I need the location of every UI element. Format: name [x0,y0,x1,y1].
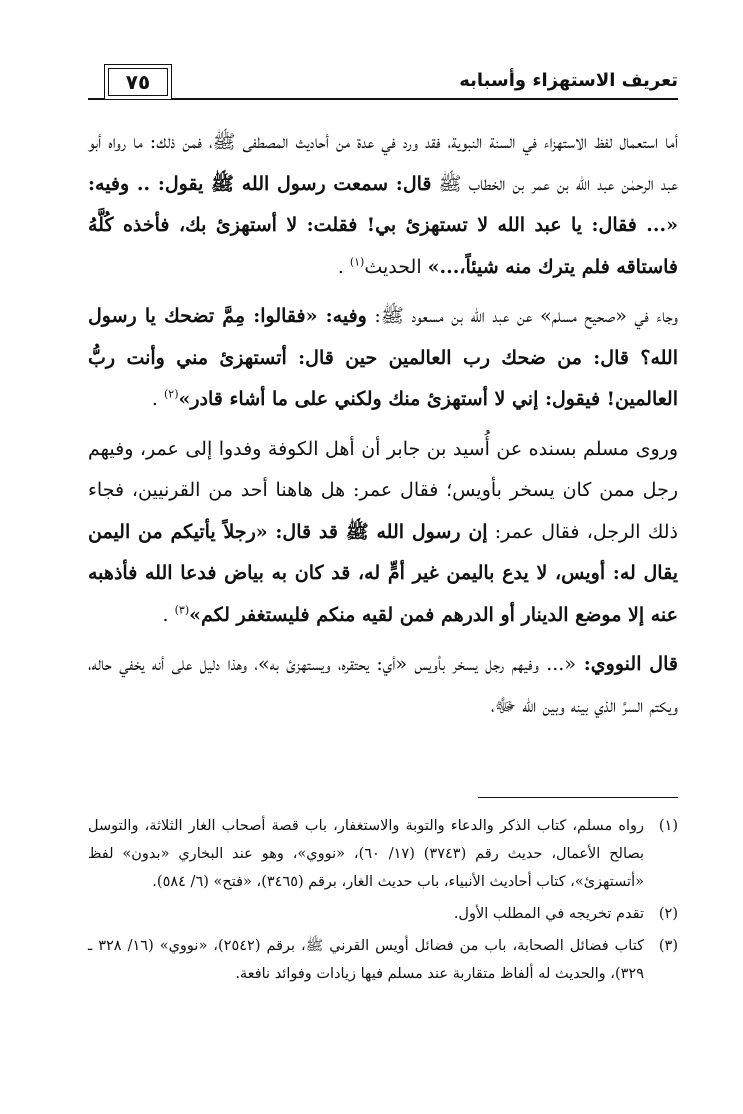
footnote-number: (٢) [658,906,678,922]
page-header [88,66,678,110]
quoted-text: قال: سمعت رسول الله ﷺ يقول: .. وفيه: «... فقال: يا عبد الله لا تستهزئ بي! فقلت: لا أستهزئ بك، فأخذه كُلَّهُ فاستاقه فلم يترك منه شيئاً،...» [88,172,678,278]
footnote-number: (١) [658,818,678,834]
body-text: وروى مسلم بسنده عن أُسيد بن جابر أن أهل الكوفة وفدوا إلى عمر، وفيهم رجل ممن كان يسخر بأويس؛ فقال عمر: هل هاهنا أحد من القرنيين، فجاء ذلك الرجل، فقال عمر: [88,437,678,543]
paragraph: وجاء في «صحيح مسلم» عن عبد الله بن مسعود ﷺ: وفيه: «فقالوا: مِمَّ تضحك يا رسول الله؟ قال: من ضحك رب العالمين حين قال: أتستهزئ مني وأنت ربُّ العالمين! فيقول: إني لا أستهزئ منك ولكني على ما أشاء قادر»$^{(٢)}$ . [88,305,678,410]
footnotes [88,812,678,992]
footnote-divider [478,797,678,798]
footnote-text: تقدم تخريجه في المطلب الأول. [453,906,644,922]
body-text: وجاء في «صحيح مسلم» عن عبد الله بن مسعود ﷺ: [366,305,678,327]
body-text: «... وفيهم رجل يسخر بأويس «أي: يحتقره، ويستهزئ به»، وهذا دليل على أنه يخفي حاله، ويكتم السرَّ الذي بينه وبين الله ﷻ، [88,653,678,717]
paragraph: وروى مسلم بسنده عن أُسيد بن جابر أن أهل الكوفة وفدوا إلى عمر، وفيهم رجل ممن كان يسخر بأويس؛ فقال عمر: هل هاهنا أحد من القرنيين، فجاء ذلك الرجل، فقال عمر: إن رسول الله ﷺ قد قال: «رجلاً يأتيكم من اليمن يقال له: أويس، لا يدع باليمن غير أمٍّ له، قد كان به بياض فدعا الله فأذهبه عنه إلا موضع الدينار أو الدرهم فمن لقيه منكم فليستغفر لكم»$^{(٣)}$ . [88,437,678,626]
paragraph: أما استعمال لفظ الاستهزاء في السنة النبوية، فقد ورد في عدة من أحاديث المصطفى ﷺ، فمن ذلك: ما رواه أبو عبد الرحمٰن عبد الله بن عمر بن الخطاب ﷺ قال: سمعت رسول الله ﷺ يقول: .. وفيه: «... فقال: يا عبد الله لا تستهزئ بي! فقلت: لا أستهزئ بك، فأخذه كُلَّهُ فاستاقه فلم يترك منه شيئاً،...» الحديث$^{(١)}$ . [88,131,678,278]
footnote-text: كتاب فضائل الصحابة، باب من فضائل أويس القرني ﷺ، برقم (٢٥٤٢)، «نووي» (١٦/ ٣٢٨ ـ ٣٢٩)، والحديث له ألفاظ متقاربة عند مسلم فيها زيادات وفوائد نافعة. [88,938,644,982]
page-number-box [104,64,172,100]
footnote-ref: (١) [349,255,365,269]
main-text [88,122,678,727]
footnote-number: (٣) [658,938,678,954]
quoted-text: إن رسول الله ﷺ قد قال: «رجلاً يأتيكم من اليمن يقال له: أويس، لا يدع باليمن غير أمٍّ له، قد كان به بياض فدعا الله فأذهبه عنه إلا موضع الدينار أو الدرهم فمن لقيه منكم فليستغفر لكم» [88,520,678,626]
footnote-ref: (٢) [163,387,179,401]
chapter-title: تعريف الاستهزاء وأسبابه [459,70,678,91]
header-rule [88,98,678,100]
header-rule-left [88,98,104,100]
page-number: ٧٥ [108,68,168,96]
quoted-text: قال النووي: [575,653,678,675]
body-text: الحديث [364,255,428,278]
body-text: أما استعمال لفظ الاستهزاء في السنة النبوية، فقد ورد في عدة من أحاديث المصطفى ﷺ، فمن ذلك: ما رواه أبو عبد الرحمٰن عبد الله بن عمر بن الخطاب ﷺ [88,131,678,195]
footnote-ref: (٣) [174,603,190,617]
quoted-text: وفيه: «فقالوا: مِمَّ تضحك يا رسول الله؟ قال: من ضحك رب العالمين حين قال: أتستهزئ مني وأنت ربُّ العالمين! فيقول: إني لا أستهزئ منك ولكني على ما أشاء قادر» [88,305,678,410]
footnote [88,812,678,896]
footnote [88,900,678,928]
footnote-text: رواه مسلم، كتاب الذكر والدعاء والتوبة والاستغفار، باب قصة أصحاب الغار الثلاثة، والتوسل بصالح الأعمال، حديث رقم (٣٧٤٣) (١٧/ ٦٠)، «نووي»، وهو عند البخاري «بدون» لفظ «أتستهزئ»، كتاب أحاديث الأنبياء، باب حديث الغار، برقم (٣٤٦٥)، «فتح» (٦/ ٥٨٤). [88,818,644,890]
paragraph [88,644,678,727]
footnote [88,932,678,988]
